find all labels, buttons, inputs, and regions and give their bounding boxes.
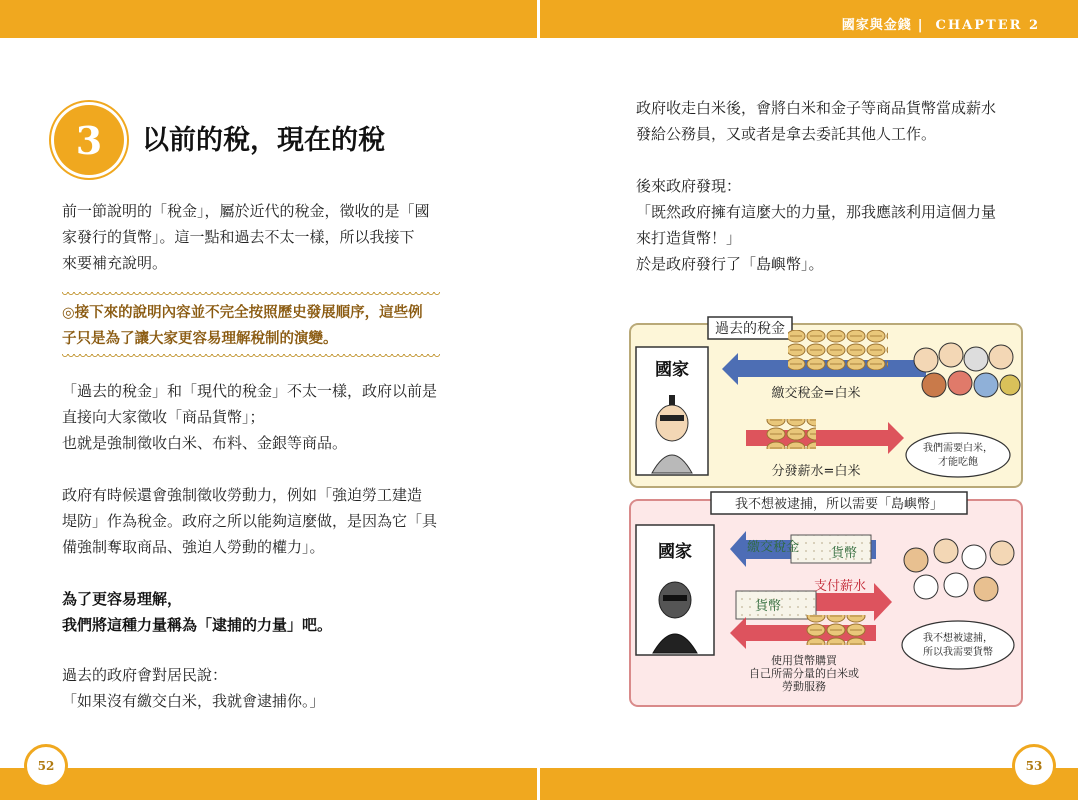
text-line: 前一節說明的「稅金」，屬於近代的稅金，徵收的是「國 bbox=[62, 202, 430, 220]
text-line: 也就是強制徵收白米、布料、金銀等商品。 bbox=[62, 434, 348, 452]
text-line: 為了更容易理解， bbox=[62, 590, 183, 608]
paragraph-1 bbox=[62, 198, 447, 276]
rice-bales-top bbox=[788, 330, 888, 370]
modern-tax-title: 我不想被逮捕，所以需要「島嶼幣」 bbox=[734, 497, 944, 512]
text-line: 來打造貨幣！」 bbox=[636, 229, 742, 247]
page-gutter bbox=[537, 0, 540, 38]
buy-text: 自己所需分量的白米或 bbox=[749, 667, 859, 680]
note-box bbox=[62, 300, 442, 352]
currency-label-1: 貨幣 bbox=[830, 546, 858, 561]
page-gutter bbox=[537, 768, 540, 800]
chapter-title: 國家與金錢 bbox=[841, 18, 912, 33]
currency-label-2: 貨幣 bbox=[754, 599, 782, 614]
past-tax-title: 過去的稅金 bbox=[715, 321, 785, 337]
paragraph-4 bbox=[62, 662, 447, 714]
wavy-divider bbox=[62, 354, 440, 360]
paragraph-3 bbox=[62, 482, 447, 560]
text-line: 備強制奪取商品、強迫人勞動的權力」。 bbox=[62, 538, 325, 556]
page-number-left: 52 bbox=[24, 744, 68, 788]
text-line: 政府收走白米後，會將白米和金子等商品貨幣當成薪水 bbox=[636, 99, 997, 117]
header-separator: | bbox=[917, 18, 924, 33]
buy-text: 勞動服務 bbox=[782, 680, 826, 693]
bottom-tax-label: 繳交稅金 bbox=[746, 540, 800, 555]
bubble-text: 才能吃飽 bbox=[938, 457, 978, 468]
bubble-text: 我不想被逮捕， bbox=[923, 633, 993, 644]
bubble-text: 我們需要白米， bbox=[923, 443, 993, 454]
text-line: 過去的政府會對居民說： bbox=[62, 666, 228, 684]
text-line: 堤防」作為稅金。政府之所以能夠這麼做，是因為它「具 bbox=[62, 512, 438, 530]
right-paragraph-1 bbox=[636, 95, 1036, 147]
text-line: 家發行的貨幣」。這一點和過去不太一樣，所以我接下 bbox=[62, 228, 415, 246]
text-line: 來要補充說明。 bbox=[62, 254, 168, 272]
note-line: 子只是為了讓大家更容易理解稅制的演變。 bbox=[62, 331, 338, 347]
text-line: 我們將這種力量稱為「逮捕的力量」吧。 bbox=[62, 616, 333, 634]
bottom-salary-label: 支付薪水 bbox=[813, 579, 867, 594]
text-line: 「過去的稅金」和「現代的稅金」不太一樣，政府以前是 bbox=[62, 382, 438, 400]
country-label-bottom: 國家 bbox=[658, 542, 692, 562]
rice-bales-buy bbox=[806, 615, 866, 645]
text-line: 「如果沒有繳交白米，我就會逮捕你。」 bbox=[62, 692, 325, 710]
text-line: 直接向大家徵收「商品貨幣」； bbox=[62, 408, 265, 426]
wavy-divider bbox=[62, 292, 440, 298]
speech-bubble-bottom bbox=[902, 621, 1014, 669]
text-line: 後來政府發現： bbox=[636, 177, 742, 195]
text-line: 於是政府發行了「島嶼幣」。 bbox=[636, 255, 824, 273]
section-title: 以前的稅，現在的稅 bbox=[142, 125, 385, 156]
text-line: 發給公務員，又或者是拿去委託其他人工作。 bbox=[636, 125, 937, 143]
page-number-right: 53 bbox=[1012, 744, 1056, 788]
bubble-text: 所以我需要貨幣 bbox=[923, 647, 993, 658]
bold-statement bbox=[62, 586, 447, 638]
speech-bubble-top bbox=[906, 433, 1010, 477]
top-salary-label: 分發薪水=白米 bbox=[771, 464, 861, 479]
country-label-top: 國家 bbox=[655, 360, 689, 380]
chapter-label: CHAPTER 2 bbox=[935, 18, 1040, 33]
section-number-badge: 3 bbox=[54, 105, 124, 175]
top-tax-label: 繳交稅金=白米 bbox=[771, 386, 861, 401]
note-line: ◎接下來的說明內容並不完全按照歷史發展順序，這些例 bbox=[62, 305, 423, 321]
rice-bales-salary bbox=[766, 419, 816, 449]
paragraph-2 bbox=[62, 378, 447, 456]
tax-illustration bbox=[626, 315, 1026, 710]
right-paragraph-2 bbox=[636, 173, 1036, 277]
buy-text: 使用貨幣購買 bbox=[771, 654, 837, 667]
chapter-header bbox=[842, 14, 1040, 33]
text-line: 「既然政府擁有這麼大的力量，那我應該利用這個力量 bbox=[636, 203, 997, 221]
text-line: 政府有時候還會強制徵收勞動力，例如「強迫勞工建造 bbox=[62, 486, 423, 504]
